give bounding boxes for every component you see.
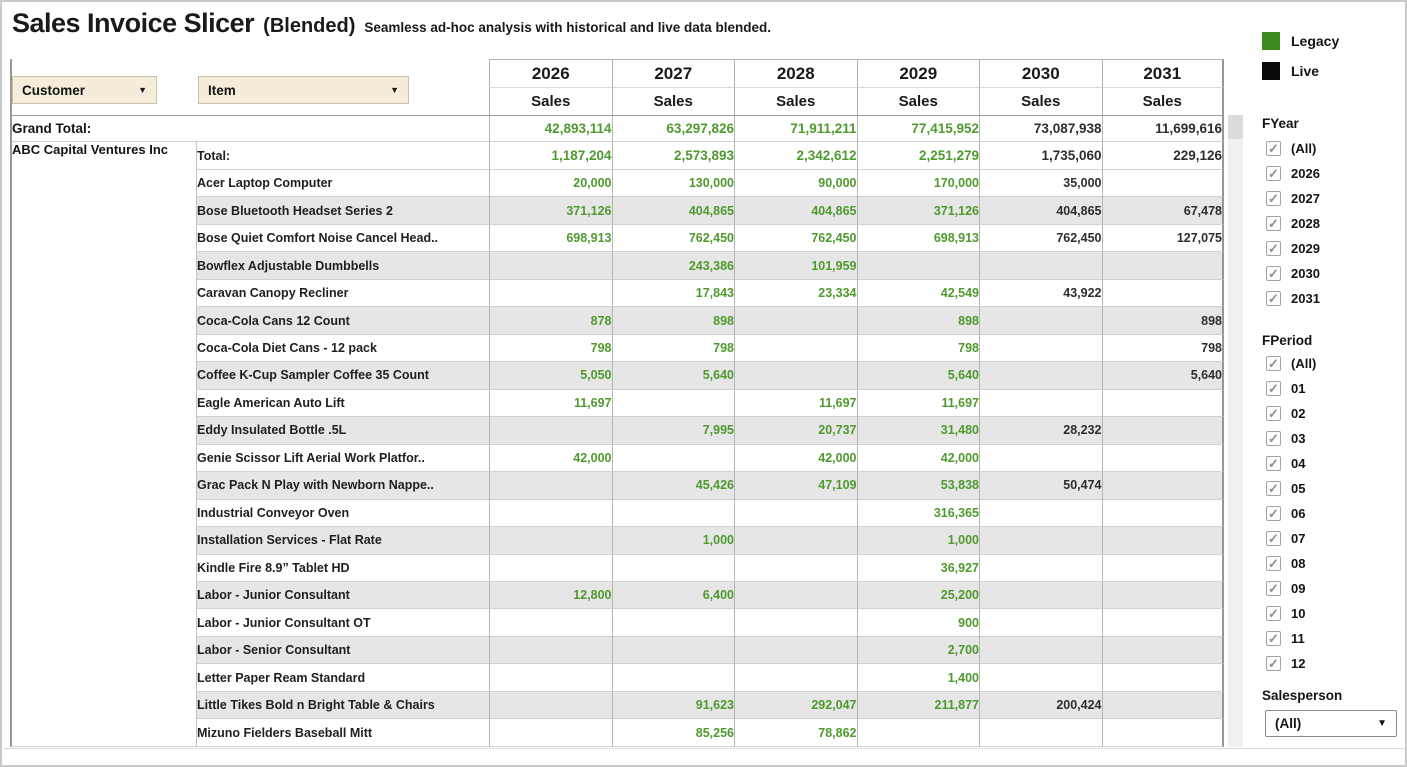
- fperiod-option-10[interactable]: [1266, 605, 1404, 621]
- sales-value-cell[interactable]: [489, 252, 612, 279]
- item-label-cell[interactable]: Coca-Cola Cans 12 Count: [196, 307, 489, 334]
- sales-value-cell[interactable]: [979, 664, 1102, 691]
- sales-value-cell[interactable]: 1,735,060: [979, 142, 1102, 169]
- grand-total-label[interactable]: Grand Total:: [10, 115, 489, 142]
- sales-value-cell[interactable]: 2,342,612: [734, 142, 857, 169]
- sales-value-cell[interactable]: [1102, 390, 1225, 417]
- checkmark-icon: ✓: [1268, 265, 1279, 281]
- fyear-option-label: 2031: [1291, 290, 1320, 306]
- sales-value-cell[interactable]: 42,549: [857, 280, 980, 307]
- fyear-option-label: 2030: [1291, 265, 1320, 281]
- sales-value-cell[interactable]: 42,893,114: [489, 115, 612, 142]
- fyear-option-2027[interactable]: [1266, 190, 1404, 206]
- checkmark-icon: ✓: [1268, 190, 1279, 206]
- checkmark-icon: ✓: [1268, 355, 1279, 371]
- sales-value-cell[interactable]: 798: [857, 335, 980, 362]
- sales-value-cell[interactable]: [979, 719, 1102, 746]
- sales-value-cell[interactable]: 898: [612, 307, 735, 334]
- sales-value-cell[interactable]: [734, 609, 857, 636]
- sales-value-cell[interactable]: [734, 335, 857, 362]
- sales-value-cell[interactable]: 371,126: [489, 197, 612, 224]
- legend-label: Live: [1291, 63, 1320, 79]
- sales-value-cell[interactable]: [489, 664, 612, 691]
- checkbox-checked-icon[interactable]: [1266, 631, 1281, 646]
- legend-item-live[interactable]: [1262, 62, 1404, 80]
- item-label-cell[interactable]: Bose Bluetooth Headset Series 2: [196, 197, 489, 224]
- checkmark-icon: ✓: [1268, 555, 1279, 571]
- sales-value-cell[interactable]: 42,000: [489, 445, 612, 472]
- fperiod-option-01[interactable]: [1266, 380, 1404, 396]
- sales-value-cell[interactable]: 698,913: [857, 225, 980, 252]
- sales-value-cell[interactable]: [1102, 664, 1225, 691]
- sales-value-cell[interactable]: [1102, 417, 1225, 444]
- fyear-option-label: 2026: [1291, 165, 1320, 181]
- sales-value-cell[interactable]: 130,000: [612, 170, 735, 197]
- sales-value-cell[interactable]: [489, 472, 612, 499]
- sales-value-cell[interactable]: 67,478: [1102, 197, 1225, 224]
- checkbox-checked-icon[interactable]: [1266, 656, 1281, 671]
- fperiod-option-label: 01: [1291, 380, 1306, 396]
- sales-value-cell[interactable]: [612, 637, 735, 664]
- fperiod-option-08[interactable]: [1266, 555, 1404, 571]
- sales-value-cell[interactable]: [489, 280, 612, 307]
- sales-value-cell[interactable]: [1102, 500, 1225, 527]
- sales-value-cell[interactable]: 898: [857, 307, 980, 334]
- sales-value-cell[interactable]: 762,450: [734, 225, 857, 252]
- sales-value-cell[interactable]: 45,426: [612, 472, 735, 499]
- sales-value-cell[interactable]: [612, 555, 735, 582]
- fyear-option-label: 2028: [1291, 215, 1320, 231]
- sales-value-cell[interactable]: [1102, 692, 1225, 719]
- sales-value-cell[interactable]: 11,697: [489, 390, 612, 417]
- customer-name-cell[interactable]: ABC Capital Ventures Inc: [10, 142, 196, 746]
- sales-value-cell[interactable]: [979, 527, 1102, 554]
- sales-value-cell[interactable]: [979, 555, 1102, 582]
- sales-value-cell[interactable]: 50,474: [979, 472, 1102, 499]
- item-label-cell[interactable]: Mizuno Fielders Baseball Mitt: [196, 719, 489, 746]
- checkmark-icon: ✓: [1268, 290, 1279, 306]
- sales-value-cell[interactable]: 90,000: [734, 170, 857, 197]
- sales-value-cell[interactable]: 898: [1102, 307, 1225, 334]
- legend-swatch-legacy: [1262, 32, 1280, 50]
- measure-header-2028[interactable]: Sales: [734, 87, 857, 115]
- checkbox-checked-icon[interactable]: [1266, 556, 1281, 571]
- checkbox-checked-icon[interactable]: [1266, 241, 1281, 256]
- item-label-cell[interactable]: Kindle Fire 8.9” Tablet HD: [196, 555, 489, 582]
- sales-value-cell[interactable]: [734, 555, 857, 582]
- fyear-option-2031[interactable]: [1266, 290, 1404, 306]
- sales-value-cell[interactable]: [1102, 719, 1225, 746]
- data-source-color-legend: [1262, 2, 1404, 80]
- checkmark-icon: ✓: [1268, 480, 1279, 496]
- checkbox-checked-icon[interactable]: [1266, 531, 1281, 546]
- sales-value-cell[interactable]: [734, 664, 857, 691]
- checkbox-checked-icon[interactable]: [1266, 191, 1281, 206]
- checkmark-icon: ✓: [1268, 215, 1279, 231]
- sales-value-cell[interactable]: [979, 582, 1102, 609]
- checkbox-checked-icon[interactable]: [1266, 406, 1281, 421]
- fperiod-option-label: 08: [1291, 555, 1306, 571]
- vertical-scrollbar-thumb[interactable]: [1228, 115, 1243, 139]
- item-label-cell[interactable]: Industrial Conveyor Oven: [196, 500, 489, 527]
- checkmark-icon: ✓: [1268, 140, 1279, 156]
- fperiod-option-label: (All): [1291, 355, 1317, 371]
- sales-value-cell[interactable]: [612, 609, 735, 636]
- measure-header-2030[interactable]: Sales: [979, 87, 1102, 115]
- sales-value-cell[interactable]: [734, 582, 857, 609]
- sales-value-cell[interactable]: [979, 609, 1102, 636]
- sales-value-cell[interactable]: [979, 307, 1102, 334]
- header-corner-cell: [10, 59, 489, 115]
- fperiod-option-label: 12: [1291, 655, 1306, 671]
- checkmark-icon: ✓: [1268, 655, 1279, 671]
- sales-value-cell[interactable]: 5,640: [612, 362, 735, 389]
- checkmark-icon: ✓: [1268, 605, 1279, 621]
- year-header-2028[interactable]: 2028: [734, 59, 857, 87]
- year-header-row: [10, 59, 1224, 87]
- sales-value-cell[interactable]: [1102, 280, 1225, 307]
- sales-value-cell[interactable]: 85,256: [612, 719, 735, 746]
- sales-value-cell[interactable]: 698,913: [489, 225, 612, 252]
- measure-header-2029[interactable]: Sales: [857, 87, 980, 115]
- sales-value-cell[interactable]: 35,000: [979, 170, 1102, 197]
- sales-value-cell[interactable]: [489, 637, 612, 664]
- checkmark-icon: ✓: [1268, 380, 1279, 396]
- sales-value-cell[interactable]: 73,087,938: [979, 115, 1102, 142]
- fyear-option-2030[interactable]: [1266, 265, 1404, 281]
- sales-value-cell[interactable]: 243,386: [612, 252, 735, 279]
- sales-value-cell[interactable]: 316,365: [857, 500, 980, 527]
- sales-value-cell[interactable]: 101,959: [734, 252, 857, 279]
- fperiod-filter-title: FPeriod: [1262, 333, 1313, 348]
- legend-label: Legacy: [1291, 33, 1340, 49]
- sales-value-cell[interactable]: 762,450: [612, 225, 735, 252]
- sales-value-cell[interactable]: [1102, 445, 1225, 472]
- measure-header-2027[interactable]: Sales: [612, 87, 735, 115]
- sales-value-cell[interactable]: 11,697: [857, 390, 980, 417]
- year-header-2026[interactable]: 2026: [489, 59, 612, 87]
- sales-value-cell[interactable]: 43,922: [979, 280, 1102, 307]
- fperiod-option-11[interactable]: [1266, 630, 1404, 646]
- item-label-cell[interactable]: Bose Quiet Comfort Noise Cancel Head..: [196, 225, 489, 252]
- fyear-option-2028[interactable]: [1266, 215, 1404, 231]
- sales-value-cell[interactable]: [979, 500, 1102, 527]
- sales-value-cell[interactable]: 798: [489, 335, 612, 362]
- sales-value-cell[interactable]: 25,200: [857, 582, 980, 609]
- sales-value-cell[interactable]: 762,450: [979, 225, 1102, 252]
- sales-value-cell[interactable]: 5,640: [857, 362, 980, 389]
- fyear-option-label: (All): [1291, 140, 1317, 156]
- sales-value-cell[interactable]: [489, 555, 612, 582]
- checkmark-icon: ✓: [1268, 530, 1279, 546]
- chevron-down-icon: ▼: [390, 85, 399, 95]
- sales-value-cell[interactable]: [489, 500, 612, 527]
- sales-value-cell[interactable]: 31,480: [857, 417, 980, 444]
- sales-value-cell[interactable]: 20,737: [734, 417, 857, 444]
- sales-value-cell[interactable]: [1102, 170, 1225, 197]
- sales-value-cell[interactable]: 53,838: [857, 472, 980, 499]
- fperiod-option-label: 05: [1291, 480, 1306, 496]
- sales-value-cell[interactable]: 292,047: [734, 692, 857, 719]
- sales-value-cell[interactable]: [1102, 555, 1225, 582]
- chevron-down-icon: ▼: [138, 85, 147, 95]
- sales-value-cell[interactable]: 17,843: [612, 280, 735, 307]
- sales-value-cell[interactable]: [612, 445, 735, 472]
- checkmark-icon: ✓: [1268, 240, 1279, 256]
- sales-value-cell[interactable]: 211,877: [857, 692, 980, 719]
- checkbox-checked-icon[interactable]: [1266, 166, 1281, 181]
- sales-value-cell[interactable]: [612, 500, 735, 527]
- item-label-cell[interactable]: Coffee K-Cup Sampler Coffee 35 Count: [196, 362, 489, 389]
- item-label-cell[interactable]: Labor - Senior Consultant: [196, 637, 489, 664]
- sales-value-cell[interactable]: 20,000: [489, 170, 612, 197]
- sales-value-cell[interactable]: [979, 445, 1102, 472]
- sales-value-cell[interactable]: 11,699,616: [1102, 115, 1225, 142]
- legend-swatch-live: [1262, 62, 1280, 80]
- checkmark-icon: ✓: [1268, 455, 1279, 471]
- fyear-option-all[interactable]: [1266, 140, 1404, 156]
- sales-value-cell[interactable]: [734, 362, 857, 389]
- customer-total-label[interactable]: Total:: [196, 142, 489, 169]
- item-label-cell[interactable]: Letter Paper Ream Standard: [196, 664, 489, 691]
- sales-value-cell[interactable]: 1,000: [857, 527, 980, 554]
- sales-value-cell[interactable]: [734, 307, 857, 334]
- customer-field-dropdown-label: Customer: [22, 82, 86, 98]
- sales-value-cell[interactable]: 878: [489, 307, 612, 334]
- page-title: Sales Invoice Slicer: [12, 8, 255, 38]
- item-label-cell[interactable]: Labor - Junior Consultant OT: [196, 609, 489, 636]
- year-header-2031[interactable]: 2031: [1102, 59, 1225, 87]
- fperiod-option-03[interactable]: [1266, 430, 1404, 446]
- fyear-option-2026[interactable]: [1266, 165, 1404, 181]
- item-label-cell[interactable]: Coca-Cola Diet Cans - 12 pack: [196, 335, 489, 362]
- fperiod-option-05[interactable]: [1266, 480, 1404, 496]
- sales-value-cell[interactable]: [489, 719, 612, 746]
- checkbox-checked-icon[interactable]: [1266, 216, 1281, 231]
- sales-value-cell[interactable]: [489, 692, 612, 719]
- sales-value-cell[interactable]: [734, 637, 857, 664]
- fperiod-option-09[interactable]: [1266, 580, 1404, 596]
- sales-value-cell[interactable]: [612, 664, 735, 691]
- measure-header-2031[interactable]: Sales: [1102, 87, 1225, 115]
- item-label-cell[interactable]: Grac Pack N Play with Newborn Nappe..: [196, 472, 489, 499]
- sales-value-cell[interactable]: 42,000: [734, 445, 857, 472]
- sales-value-cell[interactable]: [979, 362, 1102, 389]
- checkmark-icon: ✓: [1268, 580, 1279, 596]
- sales-value-cell[interactable]: [979, 390, 1102, 417]
- checkbox-checked-icon[interactable]: [1266, 606, 1281, 621]
- fperiod-option-04[interactable]: [1266, 455, 1404, 471]
- sales-value-cell[interactable]: 11,697: [734, 390, 857, 417]
- item-field-dropdown-label: Item: [208, 82, 236, 98]
- sales-value-cell[interactable]: 1,187,204: [489, 142, 612, 169]
- item-label-cell[interactable]: Little Tikes Bold n Bright Table & Chairs: [196, 692, 489, 719]
- checkmark-icon: ✓: [1268, 430, 1279, 446]
- sales-value-cell[interactable]: [1102, 472, 1225, 499]
- sales-value-cell[interactable]: [734, 500, 857, 527]
- sales-value-cell[interactable]: 12,800: [489, 582, 612, 609]
- checkbox-checked-icon[interactable]: [1266, 431, 1281, 446]
- checkmark-icon: ✓: [1268, 630, 1279, 646]
- sales-value-cell[interactable]: 371,126: [857, 197, 980, 224]
- salesperson-filter-title: Salesperson: [1262, 688, 1343, 703]
- sales-value-cell[interactable]: [489, 609, 612, 636]
- fyear-filter-title: FYear: [1262, 116, 1299, 131]
- sales-value-cell[interactable]: [734, 527, 857, 554]
- sales-value-cell[interactable]: [857, 719, 980, 746]
- sales-value-cell[interactable]: 36,927: [857, 555, 980, 582]
- salesperson-dropdown-value: (All): [1275, 716, 1302, 731]
- sales-value-cell[interactable]: 404,865: [979, 197, 1102, 224]
- sales-value-cell[interactable]: 2,700: [857, 637, 980, 664]
- fperiod-option-label: 07: [1291, 530, 1306, 546]
- item-label-cell[interactable]: Installation Services - Flat Rate: [196, 527, 489, 554]
- sales-value-cell[interactable]: 91,623: [612, 692, 735, 719]
- filter-panel: [1262, 2, 1404, 737]
- checkbox-checked-icon[interactable]: [1266, 481, 1281, 496]
- sales-value-cell[interactable]: 170,000: [857, 170, 980, 197]
- sales-value-cell[interactable]: 229,126: [1102, 142, 1225, 169]
- item-label-cell[interactable]: Eddy Insulated Bottle .5L: [196, 417, 489, 444]
- grand-total-row: [10, 115, 1224, 142]
- bottom-divider: [4, 748, 1405, 749]
- sales-value-cell[interactable]: [489, 417, 612, 444]
- fperiod-option-label: 11: [1291, 630, 1305, 646]
- sales-value-cell[interactable]: 2,573,893: [612, 142, 735, 169]
- sales-value-cell[interactable]: 1,000: [612, 527, 735, 554]
- year-header-2027[interactable]: 2027: [612, 59, 735, 87]
- legend-item-legacy[interactable]: [1262, 32, 1404, 50]
- item-label-cell[interactable]: Caravan Canopy Recliner: [196, 280, 489, 307]
- fyear-option-2029[interactable]: [1266, 240, 1404, 256]
- fperiod-option-label: 03: [1291, 430, 1306, 446]
- checkbox-checked-icon[interactable]: [1266, 141, 1281, 156]
- measure-header-2026[interactable]: Sales: [489, 87, 612, 115]
- sales-value-cell[interactable]: 23,334: [734, 280, 857, 307]
- fperiod-filter-list: [1262, 355, 1404, 671]
- sales-value-cell[interactable]: 404,865: [734, 197, 857, 224]
- sales-value-cell[interactable]: 200,424: [979, 692, 1102, 719]
- page-subtitle: Seamless ad-hoc analysis with historical and live data blended.: [364, 20, 772, 35]
- sales-value-cell[interactable]: [1102, 527, 1225, 554]
- sales-value-cell[interactable]: 6,400: [612, 582, 735, 609]
- sales-value-cell[interactable]: [979, 252, 1102, 279]
- sales-value-cell[interactable]: 78,862: [734, 719, 857, 746]
- sales-value-cell[interactable]: 63,297,826: [612, 115, 735, 142]
- year-header-2029[interactable]: 2029: [857, 59, 980, 87]
- fyear-option-label: 2027: [1291, 190, 1320, 206]
- checkbox-checked-icon[interactable]: [1266, 581, 1281, 596]
- sales-value-cell[interactable]: 404,865: [612, 197, 735, 224]
- dashboard-title-row: [12, 8, 771, 39]
- sales-value-cell[interactable]: [1102, 637, 1225, 664]
- sales-value-cell[interactable]: 798: [1102, 335, 1225, 362]
- sales-value-cell[interactable]: 1,400: [857, 664, 980, 691]
- fperiod-option-label: 02: [1291, 405, 1306, 421]
- sales-value-cell[interactable]: 47,109: [734, 472, 857, 499]
- fperiod-option-all[interactable]: [1266, 355, 1404, 371]
- sales-value-cell[interactable]: 2,251,279: [857, 142, 980, 169]
- checkbox-checked-icon[interactable]: [1266, 266, 1281, 281]
- item-label-cell[interactable]: Labor - Junior Consultant: [196, 582, 489, 609]
- sales-value-cell[interactable]: 42,000: [857, 445, 980, 472]
- sales-value-cell[interactable]: 798: [612, 335, 735, 362]
- sales-value-cell[interactable]: [857, 252, 980, 279]
- item-label-cell[interactable]: Bowflex Adjustable Dumbbells: [196, 252, 489, 279]
- checkbox-checked-icon[interactable]: [1266, 356, 1281, 371]
- sales-value-cell[interactable]: 71,911,211: [734, 115, 857, 142]
- fperiod-option-label: 09: [1291, 580, 1306, 596]
- sales-value-cell[interactable]: [979, 335, 1102, 362]
- sales-value-cell[interactable]: 7,995: [612, 417, 735, 444]
- fperiod-option-06[interactable]: [1266, 505, 1404, 521]
- sales-value-cell[interactable]: 28,232: [979, 417, 1102, 444]
- sales-pivot-table: [10, 59, 1224, 747]
- checkbox-checked-icon[interactable]: [1266, 456, 1281, 471]
- checkmark-icon: ✓: [1268, 165, 1279, 181]
- chevron-down-icon: ▼: [1377, 718, 1387, 729]
- checkbox-checked-icon[interactable]: [1266, 291, 1281, 306]
- item-label-cell[interactable]: Genie Scissor Lift Aerial Work Platfor..: [196, 445, 489, 472]
- checkmark-icon: ✓: [1268, 405, 1279, 421]
- sales-value-cell[interactable]: 127,075: [1102, 225, 1225, 252]
- fperiod-option-label: 06: [1291, 505, 1306, 521]
- sales-value-cell[interactable]: [1102, 252, 1225, 279]
- customer-total-row: [10, 142, 1224, 169]
- checkbox-checked-icon[interactable]: [1266, 381, 1281, 396]
- sales-value-cell[interactable]: [489, 527, 612, 554]
- sales-value-cell[interactable]: [979, 637, 1102, 664]
- year-header-2030[interactable]: 2030: [979, 59, 1102, 87]
- sales-value-cell[interactable]: [612, 390, 735, 417]
- fperiod-option-02[interactable]: [1266, 405, 1404, 421]
- sales-value-cell[interactable]: 5,640: [1102, 362, 1225, 389]
- sales-value-cell[interactable]: [1102, 582, 1225, 609]
- checkbox-checked-icon[interactable]: [1266, 506, 1281, 521]
- vertical-scrollbar-track[interactable]: [1228, 115, 1243, 747]
- item-label-cell[interactable]: Eagle American Auto Lift: [196, 390, 489, 417]
- sales-value-cell[interactable]: 77,415,952: [857, 115, 980, 142]
- sales-value-cell[interactable]: [1102, 609, 1225, 636]
- checkmark-icon: ✓: [1268, 505, 1279, 521]
- fperiod-option-12[interactable]: [1266, 655, 1404, 671]
- fperiod-option-label: 04: [1291, 455, 1306, 471]
- fyear-option-label: 2029: [1291, 240, 1320, 256]
- fyear-filter-list: [1262, 140, 1404, 306]
- fperiod-option-label: 10: [1291, 605, 1306, 621]
- item-label-cell[interactable]: Acer Laptop Computer: [196, 170, 489, 197]
- sales-value-cell[interactable]: 5,050: [489, 362, 612, 389]
- sales-value-cell[interactable]: 900: [857, 609, 980, 636]
- salesperson-dropdown[interactable]: [1265, 710, 1397, 737]
- fperiod-option-07[interactable]: [1266, 530, 1404, 546]
- page-title-variant: (Blended): [263, 15, 356, 37]
